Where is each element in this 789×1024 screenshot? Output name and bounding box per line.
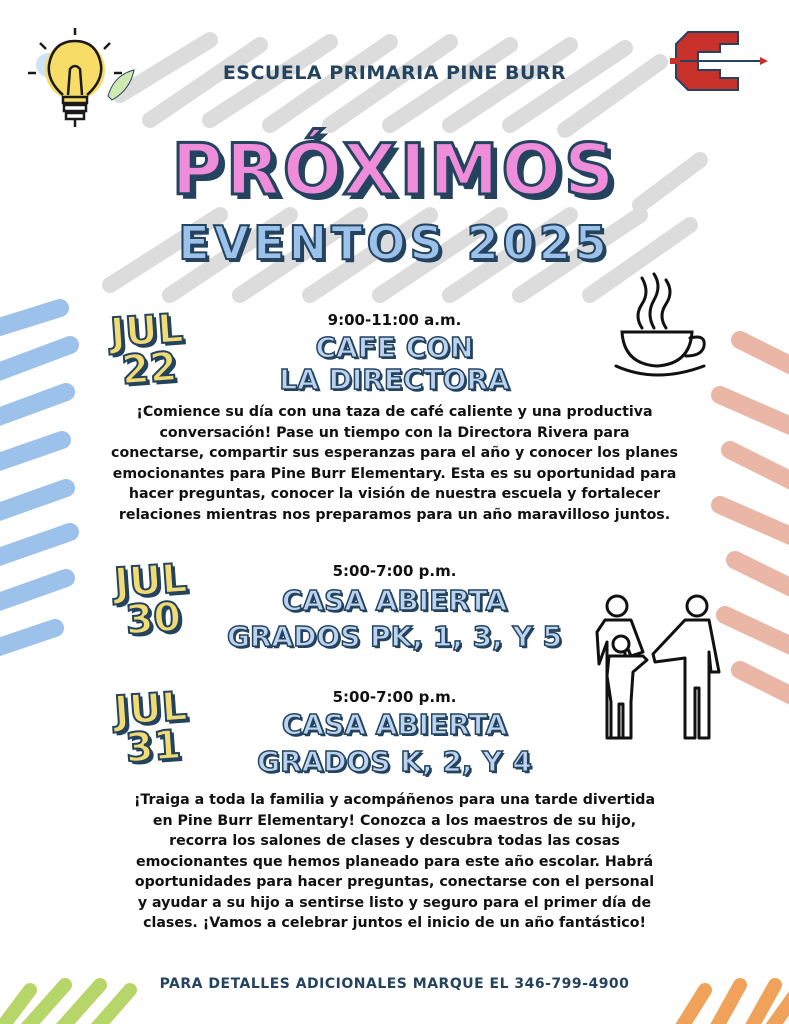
date-month: JUL (108, 305, 185, 357)
event-description-cafe: ¡Comience su día con una taza de café caliente y una productiva conversación! Pase un tiempo con la Directora Rivera para conectarse, compartir sus esperanzas para el año y conocer los planes emocionantes para Pine Burr Elementary. Esta es su oportunidad para hacer preguntas, conocer la visión de nuestra escuela y fortalecer relaciones mientras nos preparamos para un año maravilloso juntos. (111, 404, 678, 523)
event-time: 5:00-7:00 p.m. (332, 562, 457, 580)
event-title-line1: CAFE CON (315, 331, 474, 364)
contact-footer: PARA DETALLES ADICIONALES MARQUE EL 346-799-4900 (159, 976, 630, 992)
event-title-line2: GRADOS PK, 1, 3, Y 5 (226, 620, 562, 653)
event-time: 9:00-11:00 a.m. (327, 311, 462, 329)
date-month: JUL (112, 683, 189, 735)
date-day: 31 (123, 722, 183, 772)
page-subtitle: EVENTOS 2025 (178, 216, 611, 270)
event-title-line1: CASA ABIERTA (281, 708, 508, 741)
event-description-casa-abierta: ¡Traiga a toda la familia y acompáñenos para una tarde divertida en Pine Burr Elementary! Conozca a los maestros de su hijo, recorra los salones de clases y descubra todas las cosas emocionantes que hemos planeado para este año escolar. Habrá oportunidades para hacer preguntas, conectarse con el personal y ayudar a su hijo a sentirse listo y seguro para el primer día de clases. ¡Vamos a celebrar juntos el inicio de un año fantástico! (133, 792, 656, 931)
event-title-line1: CASA ABIERTA (281, 584, 508, 617)
school-name: ESCUELA PRIMARIA PINE BURR (222, 62, 567, 84)
date-day: 22 (119, 344, 179, 394)
coffee-cup-icon (612, 270, 712, 380)
light-bulb-icon (20, 25, 140, 145)
event-time: 5:00-7:00 p.m. (332, 688, 457, 706)
date-day: 30 (123, 594, 183, 644)
date-month: JUL (112, 555, 189, 607)
event-title-line2: GRADOS K, 2, Y 4 (257, 745, 532, 778)
event-title-line2: LA DIRECTORA (279, 363, 510, 396)
page-title: PRÓXIMOS (171, 129, 618, 211)
